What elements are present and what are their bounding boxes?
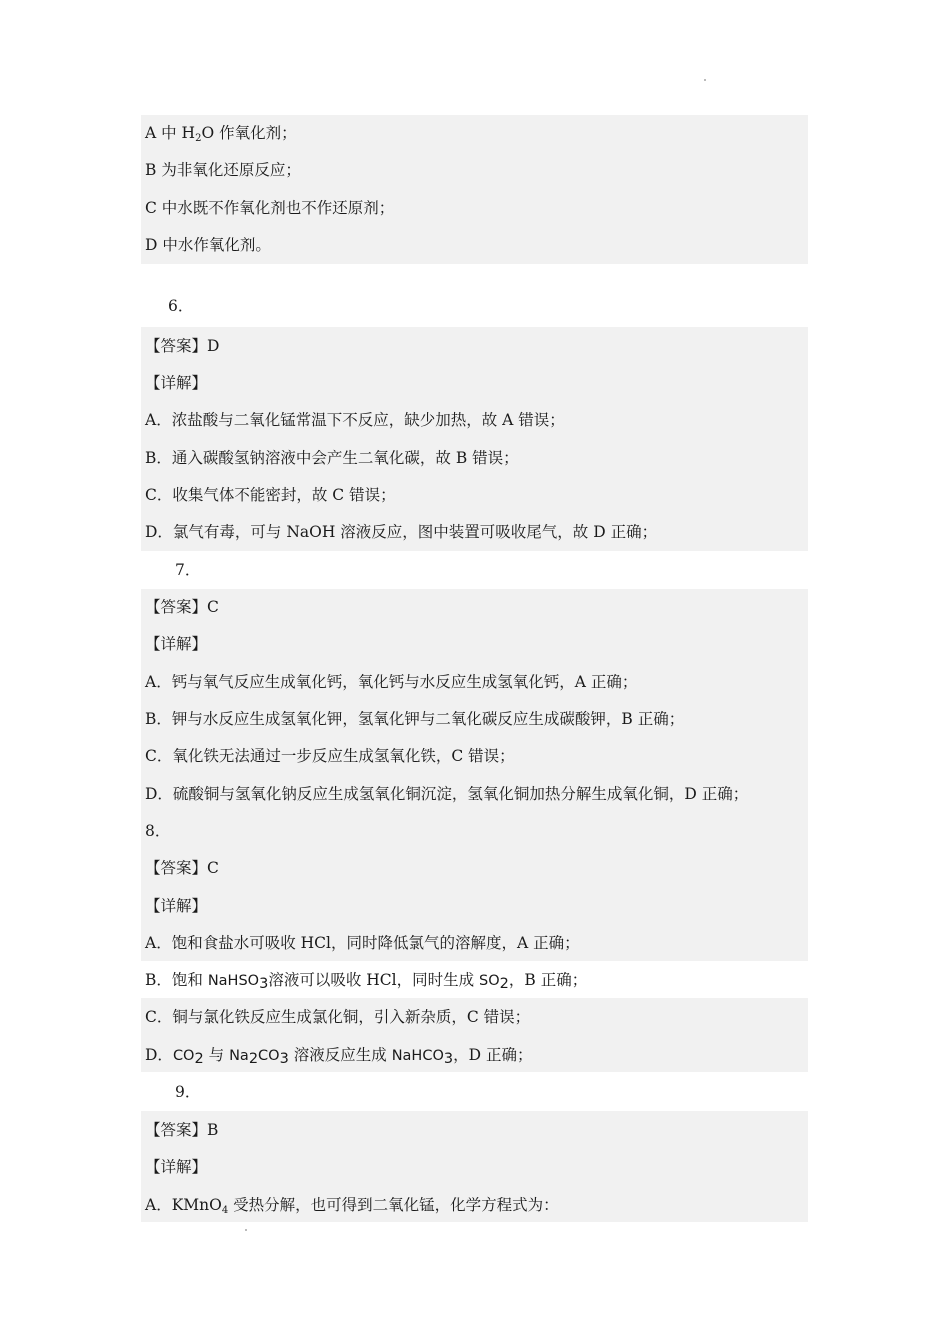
q5-option-d: D 中水作氧化剂。 <box>145 236 271 254</box>
q6-number: 6． <box>168 297 194 315</box>
q7-option-b: B．钾与水反应生成氢氧化钾，氢氧化钾与二氧化碳反应生成碳酸钾，B 正确； <box>145 710 685 728</box>
q8-detail-heading: 【详解】 <box>145 897 208 915</box>
q8-answer: 【答案】C <box>145 859 219 877</box>
q5-option-c: C 中水既不作氧化剂也不作还原剂； <box>145 199 395 217</box>
q8-option-b: B．饱和 NaHSO$_3$溶液可以吸收 HCl，同时生成 $SO_2$，B 正确； <box>145 971 588 992</box>
q6-option-d: D．氯气有毒，可与 NaOH 溶液反应，图中装置可吸收尾气，故 D 正确； <box>145 523 658 541</box>
q6-option-a: A．浓盐酸与二氧化锰常温下不反应，缺少加热，故 A 错误； <box>145 411 565 429</box>
q8-option-d: D．$CO_2$ 与 $Na_2CO_3$ 溶液反应生成 NaHCO$_3$，D 正确； <box>145 1046 533 1067</box>
q9-detail-heading: 【详解】 <box>145 1158 208 1176</box>
q9-answer: 【答案】B <box>145 1121 219 1139</box>
q7-option-a: A．钙与氧气反应生成氧化钙，氧化钙与水反应生成氢氧化钙，A 正确； <box>145 673 638 691</box>
q5-option-a: A 中 $H_2O$ 作氧化剂； <box>145 124 297 144</box>
q6-detail-heading: 【详解】 <box>145 374 208 392</box>
q7-option-c: C．氧化铁无法通过一步反应生成氢氧化铁，C 错误； <box>145 747 515 765</box>
q7-number: 7． <box>175 561 201 579</box>
q5-option-b: B 为非氧化还原反应； <box>145 161 301 179</box>
q8-number: 8． <box>145 822 171 840</box>
q8-option-a: A．饱和食盐水可吸收 HCl，同时降低氯气的溶解度，A 正确； <box>145 934 580 952</box>
q7-option-d: D．硫酸铜与氢氧化钠反应生成氢氧化铜沉淀，氢氧化铜加热分解生成氧化铜，D 正确； <box>145 785 749 803</box>
q6-answer: 【答案】D <box>145 337 220 355</box>
q6-option-c: C．收集气体不能密封，故 C 错误； <box>145 486 396 504</box>
q8-option-c: C．铜与氯化铁反应生成氯化铜，引入新杂质，C 错误； <box>145 1008 531 1026</box>
q6-option-b: B．通入碳酸氢钠溶液中会产生二氧化碳，故 B 错误； <box>145 449 519 467</box>
q6-block <box>141 327 808 551</box>
q7-block <box>141 589 808 813</box>
q9-number: 9． <box>175 1083 201 1101</box>
decorative-dot <box>245 1229 247 1231</box>
decorative-dot <box>704 79 706 81</box>
q7-answer: 【答案】C <box>145 598 219 616</box>
q9-option-a: A．KMnO$_4$ 受热分解，也可得到二氧化锰，化学方程式为： <box>145 1196 559 1216</box>
q7-detail-heading: 【详解】 <box>145 635 208 653</box>
